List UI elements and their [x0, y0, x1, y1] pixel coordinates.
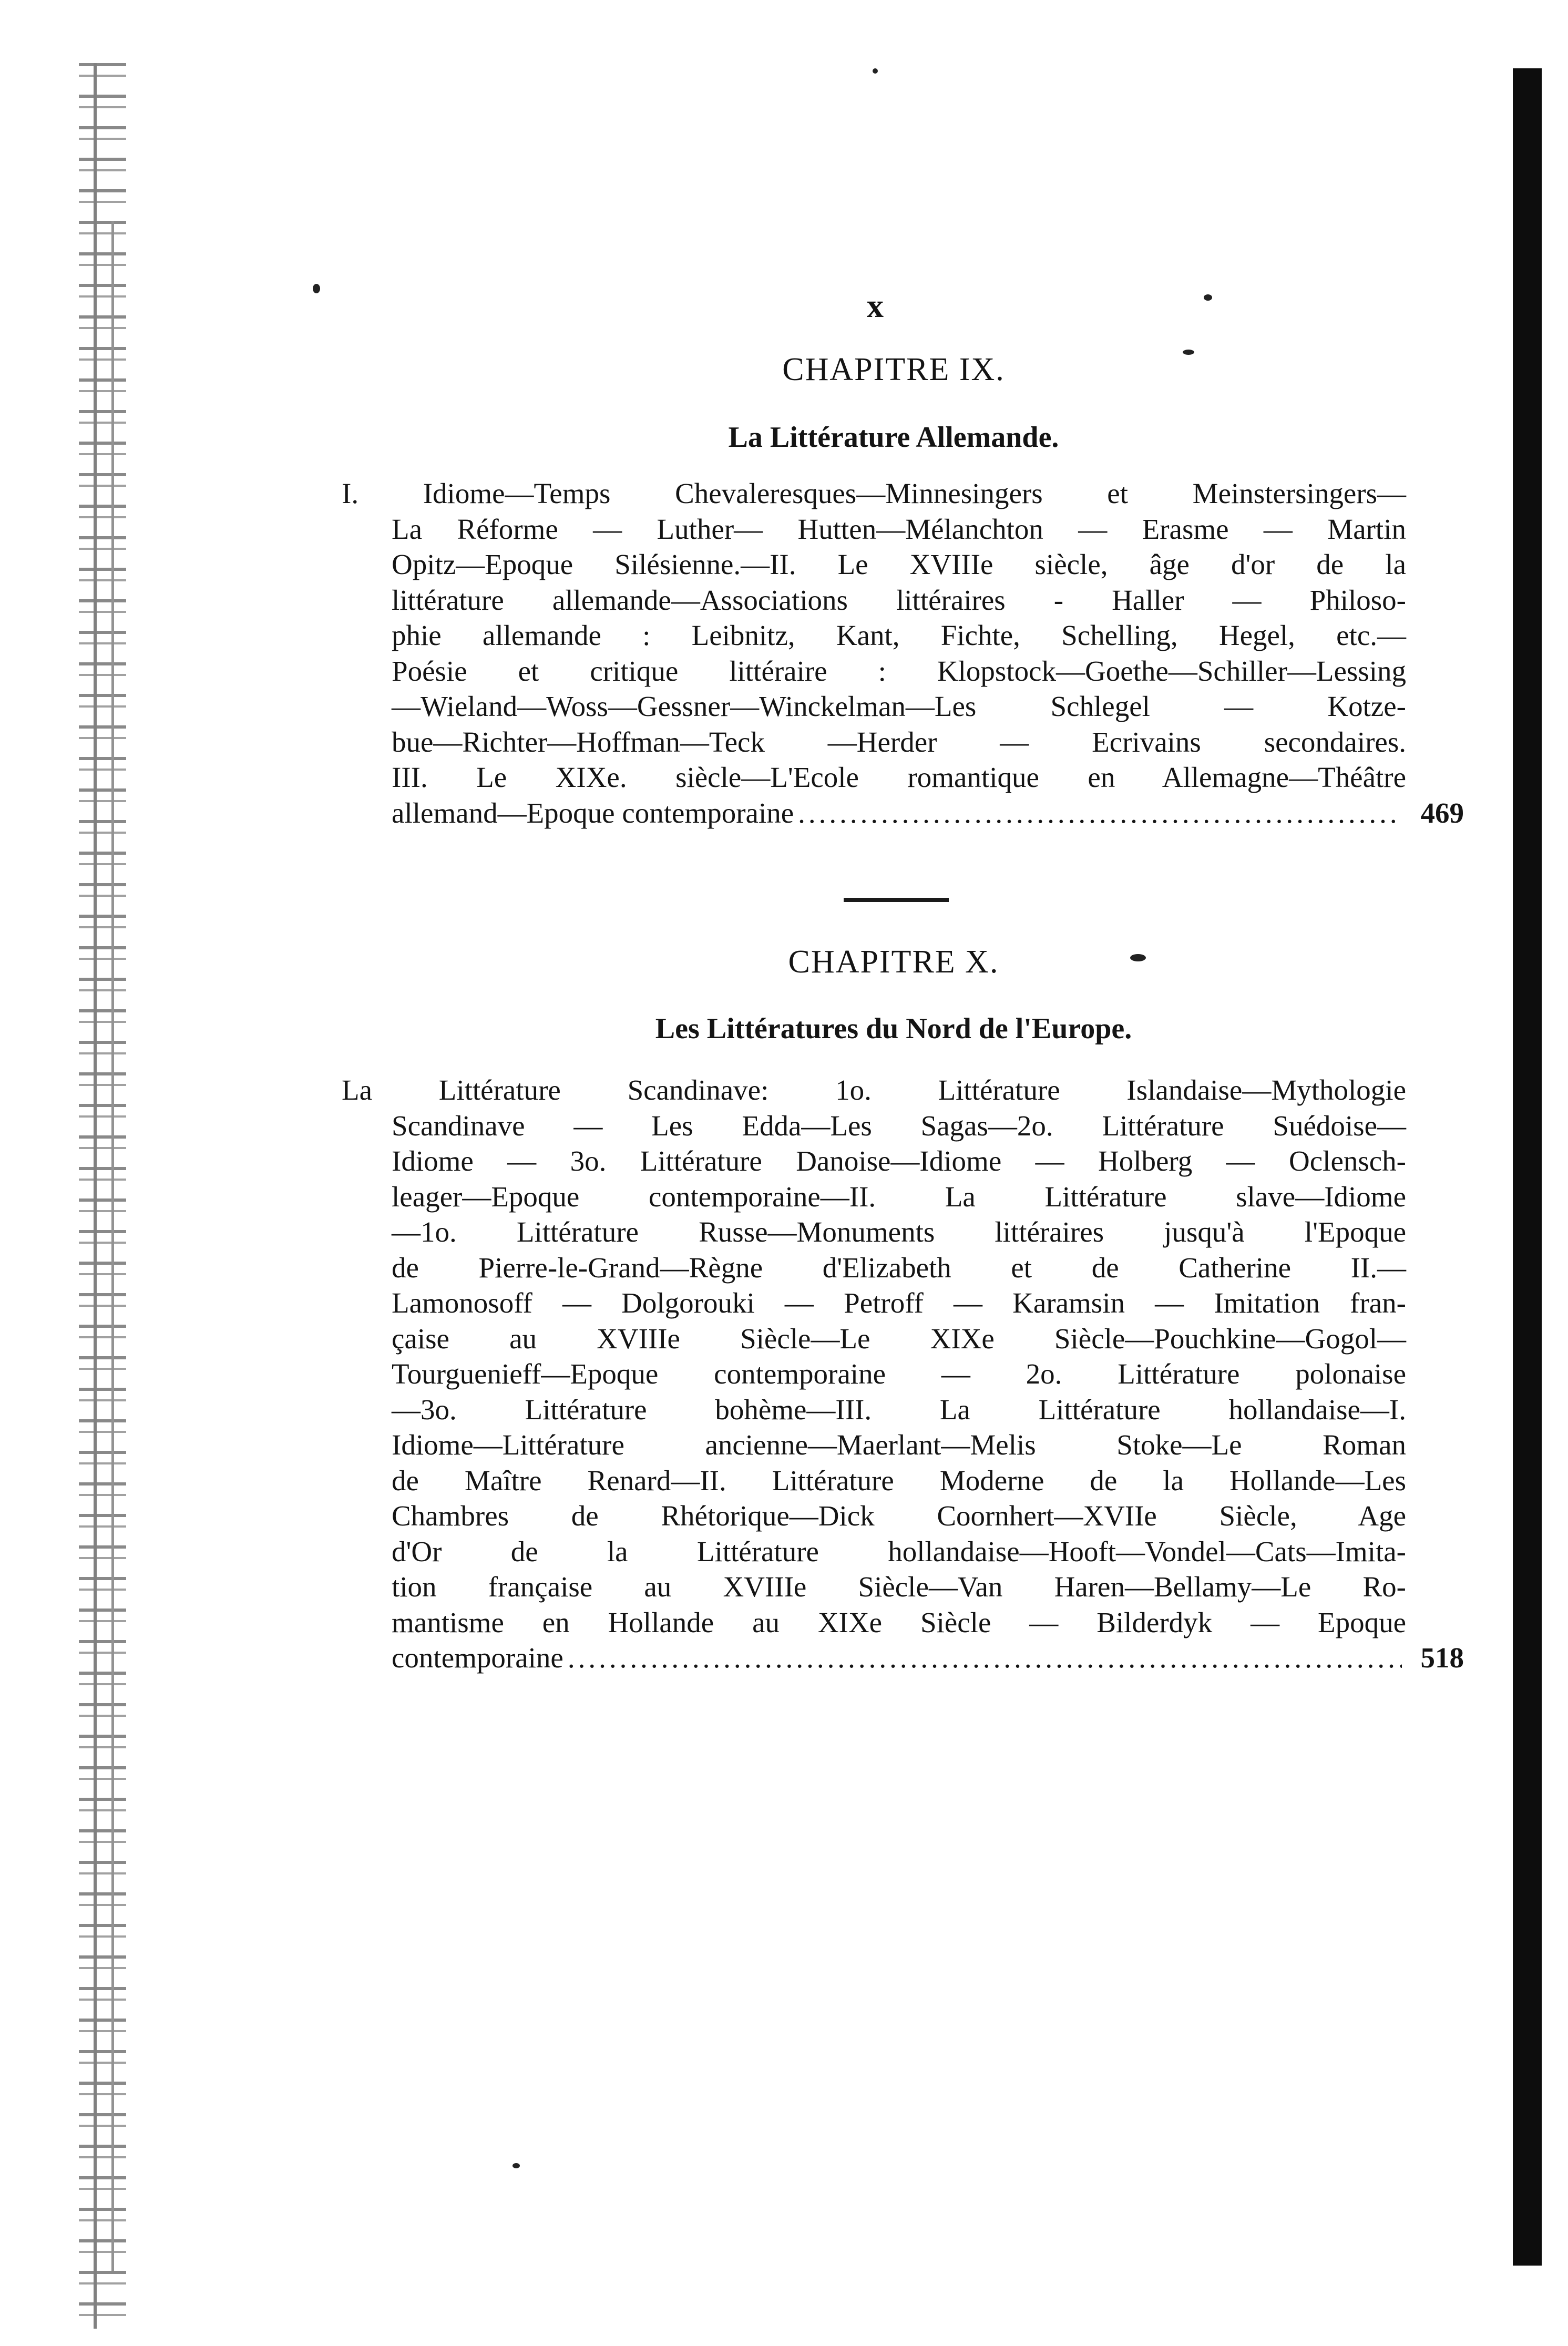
summary-line: Scandinave — Les Edda—Les Sagas—2o. Littérature Suédoise—: [392, 1109, 1406, 1142]
summary-line: phie allemande : Leibnitz, Kant, Fichte, Schelling, Hegel, etc.—: [392, 619, 1406, 651]
chapter-ix-subtitle: La Littérature Allemande.: [728, 421, 1059, 454]
summary-line: Idiome — 3o. Littérature Danoise—Idiome — Holberg — Oclensch-: [392, 1145, 1406, 1177]
speck: [873, 68, 878, 74]
summary-line: Chambres de Rhétorique—Dick Coornhert—XVIIe Siècle, Age: [392, 1500, 1406, 1532]
summary-line: leager—Epoque contemporaine—II. La Littérature slave—Idiome: [392, 1180, 1406, 1213]
summary-line: Tourguenieff—Epoque contemporaine — 2o. Littérature polonaise: [392, 1358, 1406, 1390]
summary-line: —Wieland—Woss—Gessner—Winckelman—Les Schlegel — Kotze-: [392, 690, 1406, 722]
summary-last-line: [392, 795, 1464, 831]
summary-line: littérature allemande—Associations littéraires - Haller — Philoso-: [392, 583, 1406, 616]
chapter-x-summary: [342, 1072, 1464, 1676]
summary-line: çaise au XVIIIe Siècle—Le XIXe Siècle—Pouchkine—Gogol—: [392, 1322, 1406, 1355]
binding-edge-artifact: [79, 63, 126, 2329]
summary-line: —1o. Littérature Russe—Monuments littéraires jusqu'à l'Epoque: [392, 1216, 1406, 1248]
summary-line: d'Or de la Littérature hollandaise—Hooft—Vondel—Cats—Imita-: [392, 1535, 1406, 1568]
chapter-ix-title: CHAPITRE IX.: [782, 352, 1005, 387]
speck: [313, 284, 320, 293]
summary-line: de Maître Renard—II. Littérature Moderne de la Hollande—Les: [392, 1464, 1406, 1497]
speck: [1183, 350, 1194, 355]
summary-line: La Littérature Scandinave: 1o. Littérature Islandaise—Mythologie: [342, 1074, 1406, 1106]
summary-last-line: [392, 1640, 1464, 1676]
summary-line: Idiome—Littérature ancienne—Maerlant—Melis Stoke—Le Roman: [392, 1429, 1406, 1461]
speck: [1204, 294, 1212, 301]
speck: [513, 2163, 520, 2168]
leader-dots: [798, 795, 1402, 831]
summary-line: Opitz—Epoque Silésienne.—II. Le XVIIIe siècle, âge d'or de la: [392, 548, 1406, 580]
summary-line: allemand—Epoque contemporaine: [392, 796, 794, 829]
chapter-x-subtitle: Les Littératures du Nord de l'Europe.: [655, 1012, 1132, 1045]
summary-line: La Réforme — Luther— Hutten—Mélanchton — Erasme — Martin: [392, 513, 1406, 545]
chapter-x-page-ref: 518: [1420, 1642, 1464, 1674]
summary-line: III. Le XIXe. siècle—L'Ecole romantique en Allemagne—Théâtre: [392, 761, 1406, 793]
summary-line: contemporaine: [392, 1642, 563, 1674]
chapter-ix-page-ref: 469: [1420, 796, 1464, 829]
summary-line: —3o. Littérature bohème—III. La Littérature hollandaise—I.: [392, 1393, 1406, 1426]
section-divider: [844, 898, 949, 902]
chapter-x-title: CHAPITRE X.: [788, 944, 999, 980]
summary-line: Poésie et critique littéraire : Klopstock—Goethe—Schiller—Lessing: [392, 654, 1406, 687]
leader-dots: [568, 1640, 1402, 1676]
chapter-ix-summary: [342, 476, 1464, 831]
summary-line: de Pierre-le-Grand—Règne d'Elizabeth et de Catherine II.—: [392, 1251, 1406, 1284]
summary-line: tion française au XVIIIe Siècle—Van Haren—Bellamy—Le Ro-: [392, 1571, 1406, 1603]
page-number: x: [867, 287, 884, 324]
summary-line: mantisme en Hollande au XIXe Siècle — Bilderdyk — Epoque: [392, 1606, 1406, 1638]
summary-line: Lamonosoff — Dolgorouki — Petroff — Karamsin — Imitation fran-: [392, 1287, 1406, 1319]
summary-line: bue—Richter—Hoffman—Teck —Herder — Ecrivains secondaires.: [392, 725, 1406, 758]
scan-edge-shadow: [1513, 68, 1542, 2266]
summary-line: I. Idiome—Temps Chevaleresques—Minnesingers et Meinstersingers—: [342, 477, 1406, 509]
